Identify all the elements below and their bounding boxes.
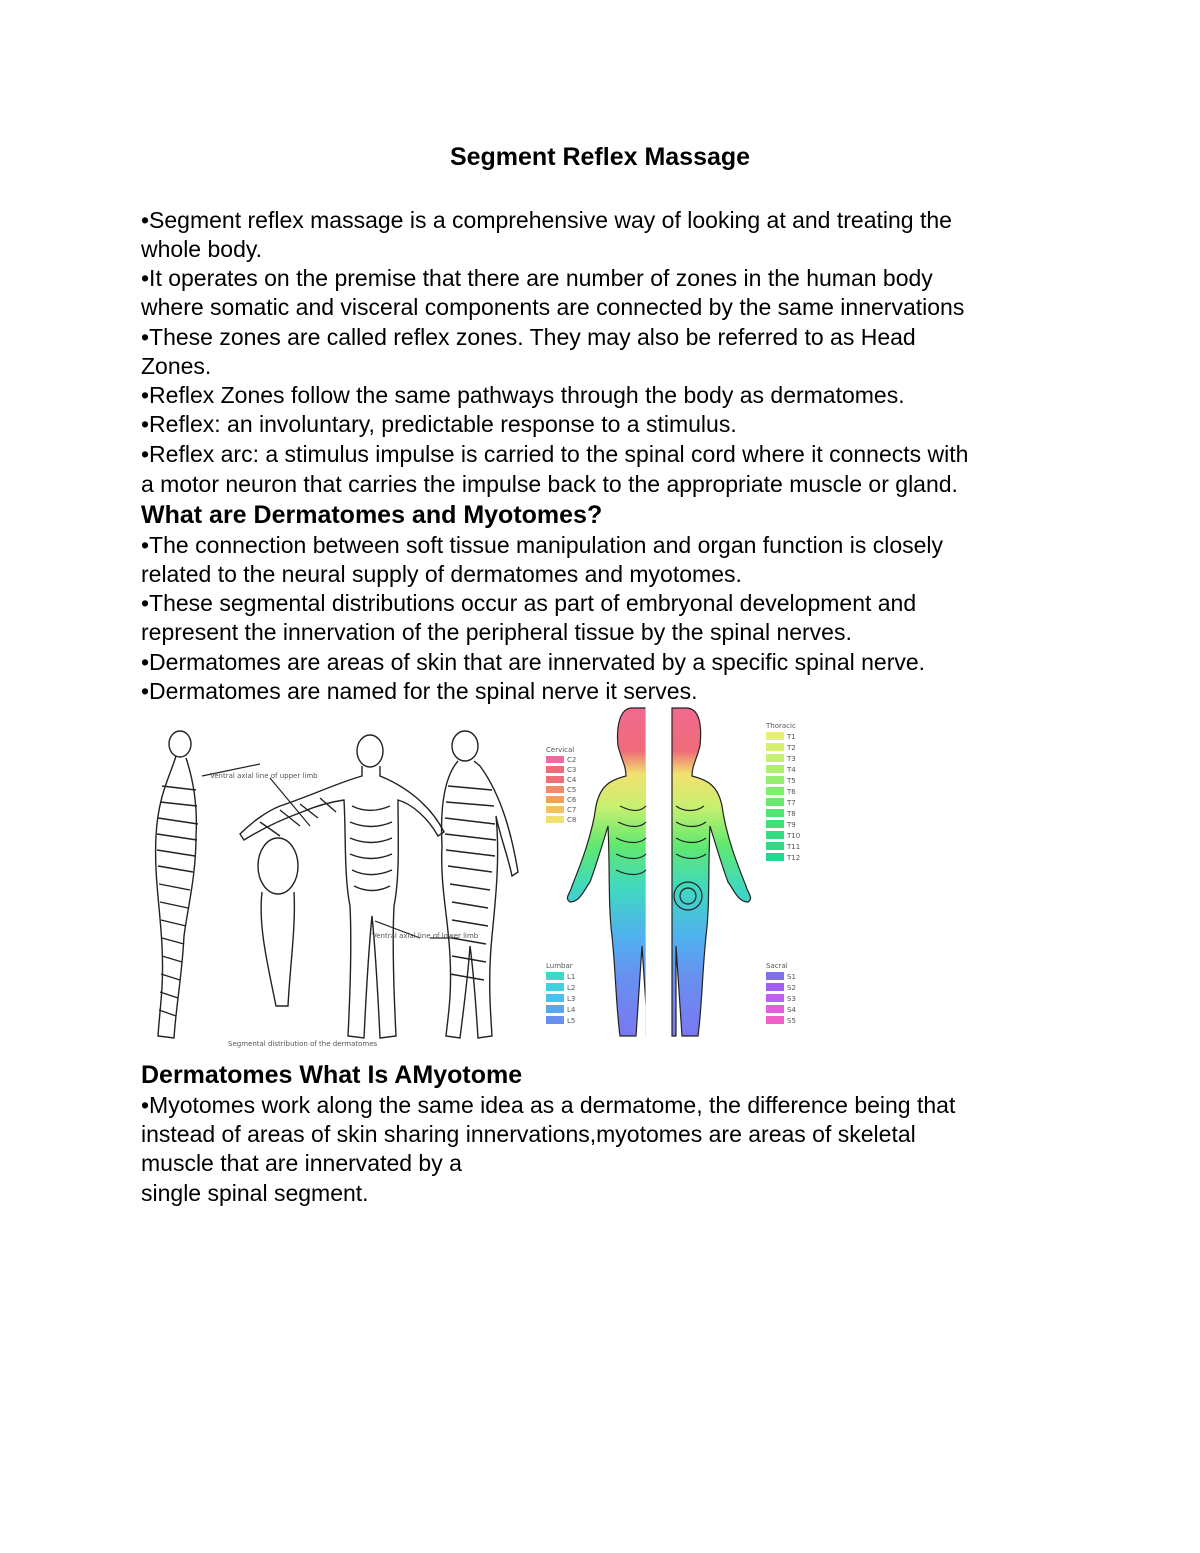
legend-swatch-s4 xyxy=(766,1005,784,1013)
legend-swatch-t12 xyxy=(766,853,784,861)
legend-label-l1: L1 xyxy=(567,973,576,981)
legend-label-l3: L3 xyxy=(567,995,576,1003)
body-line: •Reflex arc: a stimulus impulse is carried to the spinal cord where it connects with xyxy=(141,441,969,467)
legend-label-l2: L2 xyxy=(567,984,576,992)
legend-label-s5: S5 xyxy=(787,1017,796,1025)
legend-swatch-c3 xyxy=(546,766,564,773)
legend-label-t7: T7 xyxy=(787,799,796,807)
legend-label-s1: S1 xyxy=(787,973,796,981)
legend-label-c5: C5 xyxy=(567,786,577,794)
legend-swatch-s3 xyxy=(766,994,784,1002)
legend-label-t8: T8 xyxy=(787,810,796,818)
legend-label-c6: C6 xyxy=(567,796,577,804)
legend-swatch-c8 xyxy=(546,816,564,823)
body-line: •These zones are called reflex zones. They may also be referred to as Head xyxy=(141,324,916,350)
legend-swatch-c7 xyxy=(546,806,564,813)
body-line: whole body. xyxy=(141,236,263,262)
legend-sacral xyxy=(766,962,796,1025)
body-line: •The connection between soft tissue manipulation and organ function is closely xyxy=(141,532,944,558)
body-line: •Reflex: an involuntary, predictable response to a stimulus. xyxy=(141,411,737,437)
legend-label-t11: T11 xyxy=(787,843,801,851)
body-line: Zones. xyxy=(141,353,212,379)
dermatome-figure xyxy=(140,706,820,1056)
body-line: muscle that are innervated by a xyxy=(141,1150,462,1176)
legend-swatch-t2 xyxy=(766,743,784,751)
legend-label-s4: S4 xyxy=(787,1006,796,1014)
legend-label-c8: C8 xyxy=(567,816,577,824)
legend-swatch-t10 xyxy=(766,831,784,839)
legend-swatch-t7 xyxy=(766,798,784,806)
legend-swatch-t5 xyxy=(766,776,784,784)
legend-swatch-l1 xyxy=(546,972,564,980)
body-line: •Dermatomes are areas of skin that are innervated by a specific spinal nerve. xyxy=(141,649,926,675)
body-line: a motor neuron that carries the impulse back to the appropriate muscle or gland. xyxy=(141,471,958,497)
legend-label-l4: L4 xyxy=(567,1006,576,1014)
legend-swatch-l5 xyxy=(546,1016,564,1024)
section-heading: What are Dermatomes and Myotomes? xyxy=(141,501,603,529)
legend-label-t10: T10 xyxy=(787,832,801,840)
legend-swatch-t4 xyxy=(766,765,784,773)
legend-swatch-t11 xyxy=(766,842,784,850)
legend-label-s3: S3 xyxy=(787,995,796,1003)
legend-swatch-s1 xyxy=(766,972,784,980)
legend-swatch-c5 xyxy=(546,786,564,793)
legend-label-t9: T9 xyxy=(787,821,796,829)
callout-label-upper-limb: Ventral axial line of upper limb xyxy=(210,772,318,780)
legend-label-l5: L5 xyxy=(567,1017,576,1025)
body-line: •Segment reflex massage is a comprehensive way of looking at and treating the xyxy=(141,207,952,233)
body-line: •These segmental distributions occur as part of embryonal development and xyxy=(141,590,917,616)
body-line: related to the neural supply of dermatomes and myotomes. xyxy=(141,561,742,587)
legend-lumbar xyxy=(546,962,576,1025)
colored-body-front xyxy=(567,706,750,1046)
legend-swatch-l4 xyxy=(546,1005,564,1013)
legend-title-cervical: Cervical xyxy=(546,746,575,754)
legend-label-t5: T5 xyxy=(787,777,796,785)
legend-swatch-s5 xyxy=(766,1016,784,1024)
posterior-body-outline xyxy=(442,731,518,1038)
legend-title-thoracic: Thoracic xyxy=(766,722,796,730)
legend-label-c4: C4 xyxy=(567,776,577,784)
callout-lines xyxy=(202,764,458,938)
legend-swatch-c4 xyxy=(546,776,564,783)
body-line: •Dermatomes are named for the spinal nerve it serves. xyxy=(141,678,698,704)
legend-swatch-c2 xyxy=(546,756,564,763)
legend-swatch-t3 xyxy=(766,754,784,762)
legend-swatch-c6 xyxy=(546,796,564,803)
legend-title-sacral: Sacral xyxy=(766,962,788,970)
legend-label-c7: C7 xyxy=(567,806,577,814)
legend-swatch-t1 xyxy=(766,732,784,740)
legend-title-lumbar: Lumbar xyxy=(546,962,573,970)
body-line: instead of areas of skin sharing innervations,myotomes are areas of skeletal xyxy=(141,1121,916,1147)
legend-cervical xyxy=(546,746,577,824)
legend-thoracic xyxy=(765,722,800,862)
legend-swatch-t8 xyxy=(766,809,784,817)
legend-label-t1: T1 xyxy=(787,733,796,741)
legend-label-s2: S2 xyxy=(787,984,796,992)
legend-swatch-s2 xyxy=(766,983,784,991)
body-line: where somatic and visceral components are connected by the same innervations xyxy=(141,294,965,320)
body-line: •It operates on the premise that there are number of zones in the human body xyxy=(141,265,933,291)
body-line: •Myotomes work along the same idea as a dermatome, the difference being that xyxy=(141,1092,956,1118)
body-line: •Reflex Zones follow the same pathways through the body as dermatomes. xyxy=(141,382,905,408)
legend-swatch-t6 xyxy=(766,787,784,795)
legend-swatch-l3 xyxy=(546,994,564,1002)
section-heading: Dermatomes What Is AMyotome xyxy=(141,1061,523,1089)
dermatome-diagram xyxy=(140,706,820,1056)
callout-label-lower-limb: Ventral axial line of lower limb xyxy=(372,932,479,940)
legend-swatch-l2 xyxy=(546,983,564,991)
legend-label-t12: T12 xyxy=(787,854,801,862)
figure-caption: Segmental distribution of the dermatomes xyxy=(228,1040,378,1048)
legend-label-t2: T2 xyxy=(787,744,796,752)
lateral-body-outline xyxy=(156,731,198,1038)
legend-label-c3: C3 xyxy=(567,766,577,774)
body-line: represent the innervation of the peripheral tissue by the spinal nerves. xyxy=(141,619,852,645)
page-title: Segment Reflex Massage xyxy=(449,143,751,171)
body-line: single spinal segment. xyxy=(141,1180,369,1206)
legend-label-t3: T3 xyxy=(787,755,796,763)
legend-swatch-t9 xyxy=(766,820,784,828)
legend-label-c2: C2 xyxy=(567,756,577,764)
legend-label-t4: T4 xyxy=(787,766,796,774)
legend-label-t6: T6 xyxy=(787,788,796,796)
anterior-body-outline xyxy=(240,735,444,1038)
